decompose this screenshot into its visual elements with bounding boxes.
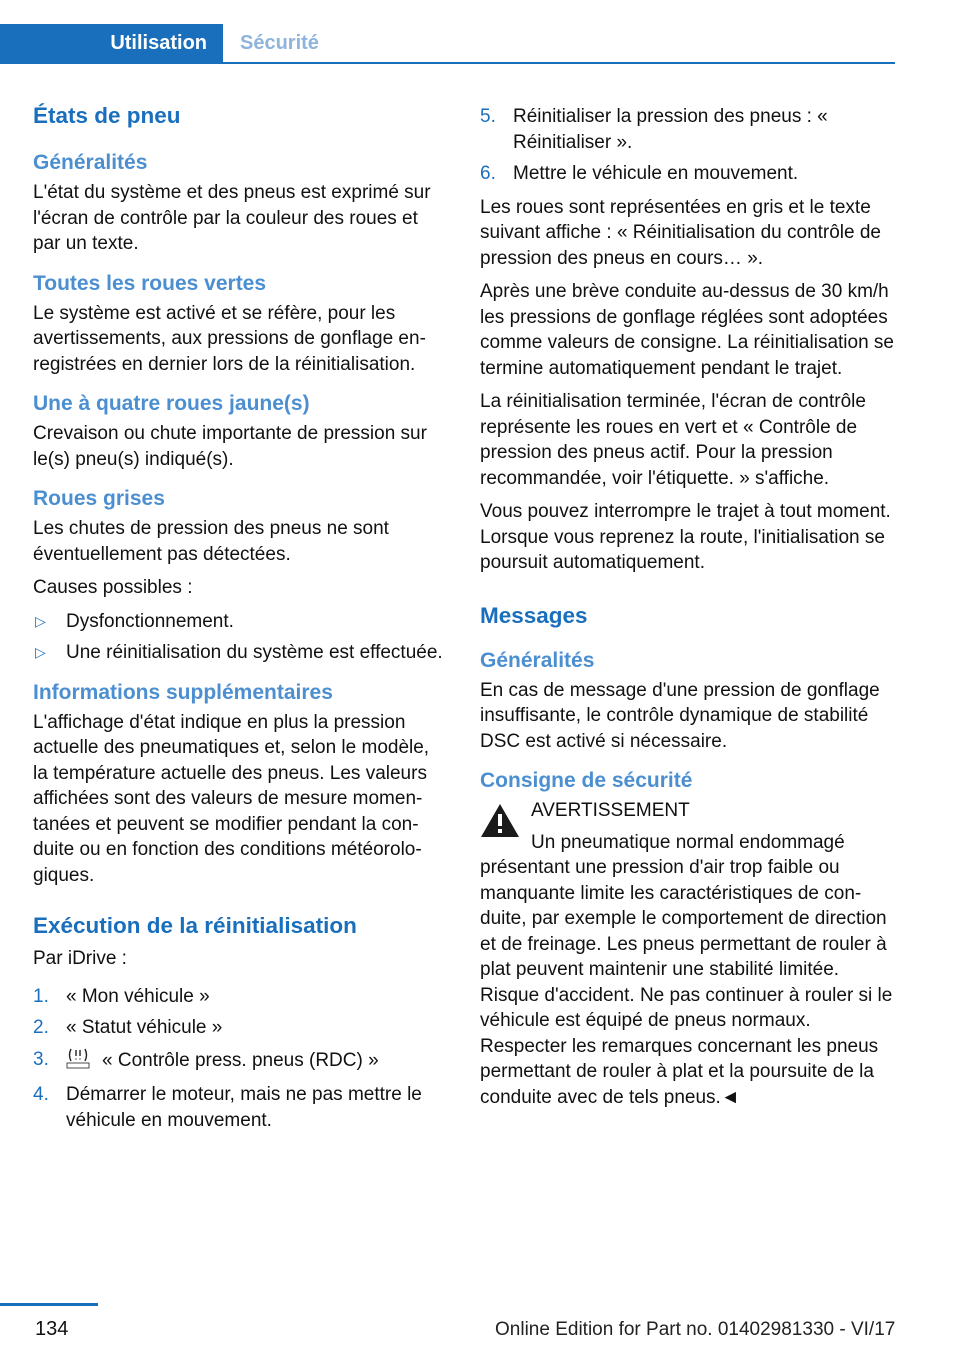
list-item: 1. « Mon véhicule »: [33, 985, 210, 1007]
warning-triangle-icon: [480, 802, 520, 846]
steps-list-left: [33, 984, 448, 1134]
heading-roues-grises: Roues grises: [33, 487, 165, 510]
tab-utilisation[interactable]: Utilisation: [0, 24, 223, 62]
heading-roues-vertes: Toutes les roues vertes: [33, 271, 267, 295]
steps-list-right: [480, 104, 898, 187]
warning-block: [480, 798, 898, 1110]
text-informations: L'affichage d'état indique en plus la pression actuelle des pneumatiques et, selon le modèle, la température actuelle des pneus. Les valeurs affichées sont des valeurs de mesure momentanées et peuvent se modifier pendant la conduite ou en fonction des conditions météorologiques.: [33, 711, 430, 886]
heading-messages: Messages: [480, 602, 588, 628]
tire-pressure-reset-icon: [66, 1047, 90, 1077]
text-apres-conduite: Après une brève conduite au-dessus de 30 km/h les pressions de gonflage réglées sont adoptées comme valeurs de consigne. La réinitialisation se termine automatiquement pendant le trajet.: [480, 281, 894, 379]
heading-generalites-messages: Généralités: [480, 648, 595, 672]
right-column: [480, 100, 898, 1110]
warning-text: présentant une pression d'air trop faible ou manquante limite les caractéristiques de conduite, par exemple le comportement de direction et de freinage. Les pneus permettant de rouler à plat peuvent maintenir une stabilité limitée. Risque d'accident. Ne pas continuer à rouler si le véhicule est équipé de pneus normaux. Respecter les remarques concernant les pneus permettant de rouler à plat et la poursuite de la conduite avec de tels pneus.◄: [480, 857, 893, 1108]
heading-consigne: Consigne de sécurité: [480, 769, 693, 792]
page-number: 134: [35, 1318, 69, 1340]
heading-informations: Informations supplémentaires: [33, 680, 333, 704]
header-tab-bar: [0, 0, 895, 64]
heading-roues-jaunes: Une à quatre roues jaune(s): [33, 392, 310, 415]
warning-label: AVERTISSEMENT: [531, 800, 690, 821]
page-title: États de pneu: [33, 103, 181, 128]
text-interrompre: Vous pouvez interrompre le trajet à tout moment. Lorsque vous reprenez la route, l'initialisation se poursuit automatiquement.: [480, 501, 891, 573]
warning-first-line: Un pneumatique normal endommagé: [531, 831, 845, 853]
list-item: 4. Démarrer le moteur, mais ne pas mettre le véhicule en mouvement.: [33, 1084, 422, 1131]
list-item: 3. « Contrôle press. pneus (RDC) »: [33, 1047, 448, 1077]
text-par-idrive: Par iDrive :: [33, 948, 127, 969]
list-item: 6. Mettre le véhicule en mouvement.: [480, 163, 799, 184]
text-roues-vertes: Le système est activé et se réfère, pour les avertissements, aux pressions de gonflage enregistrées en dernier lors de la réinitialisation.: [33, 302, 426, 375]
list-item: 2. « Statut véhicule »: [33, 1017, 223, 1038]
text-roues-grises: Les chutes de pression des pneus ne sont éventuellement pas détectées.: [33, 518, 389, 565]
causes-label: Causes possibles :: [33, 577, 193, 598]
tab-securite[interactable]: Sécurité: [240, 32, 319, 54]
causes-list: [33, 609, 448, 666]
left-column: [33, 100, 448, 1141]
text-generalites-messages: En cas de message d'une pression de gonflage insuffisante, le contrôle dynamique de stabilité DSC est activé si nécessaire.: [480, 679, 880, 752]
text-reinit-terminee: La réinitialisation terminée, l'écran de contrôle représente les roues en vert et « Contrôle de pression des pneus actif. Pour la pression recommandée, voir l'étiquette. » s'affiche.: [480, 391, 866, 489]
triangle-right-icon: ▷: [35, 612, 46, 629]
edition-note: Online Edition for Part no. 01402981330 - VI/17: [495, 1319, 896, 1340]
text-generalites: L'état du système et des pneus est exprimé sur l'écran de contrôle par la couleur des roues et par un texte.: [33, 182, 431, 254]
heading-execution: Exécution de la réinitialisation: [33, 913, 357, 938]
text-roues-gris-reinit: Les roues sont représentées en gris et le texte suivant affiche : « Réinitialisation du contrôle de pression des pneus en cours… ».: [480, 196, 882, 269]
heading-generalites: Généralités: [33, 151, 148, 174]
text-roues-jaunes: Crevaison ou chute importante de pression sur le(s) pneu(s) indiqué(s).: [33, 423, 427, 470]
triangle-right-icon: ▷: [35, 644, 46, 660]
list-item: ▷ Une réinitialisation du système est effectuée.: [33, 640, 448, 666]
list-item: ▷ Dysfonctionnement.: [33, 609, 448, 635]
list-item: 5. Réinitialiser la pression des pneus : « Réinitialiser ».: [480, 106, 828, 153]
footer-rule: [0, 1303, 98, 1306]
